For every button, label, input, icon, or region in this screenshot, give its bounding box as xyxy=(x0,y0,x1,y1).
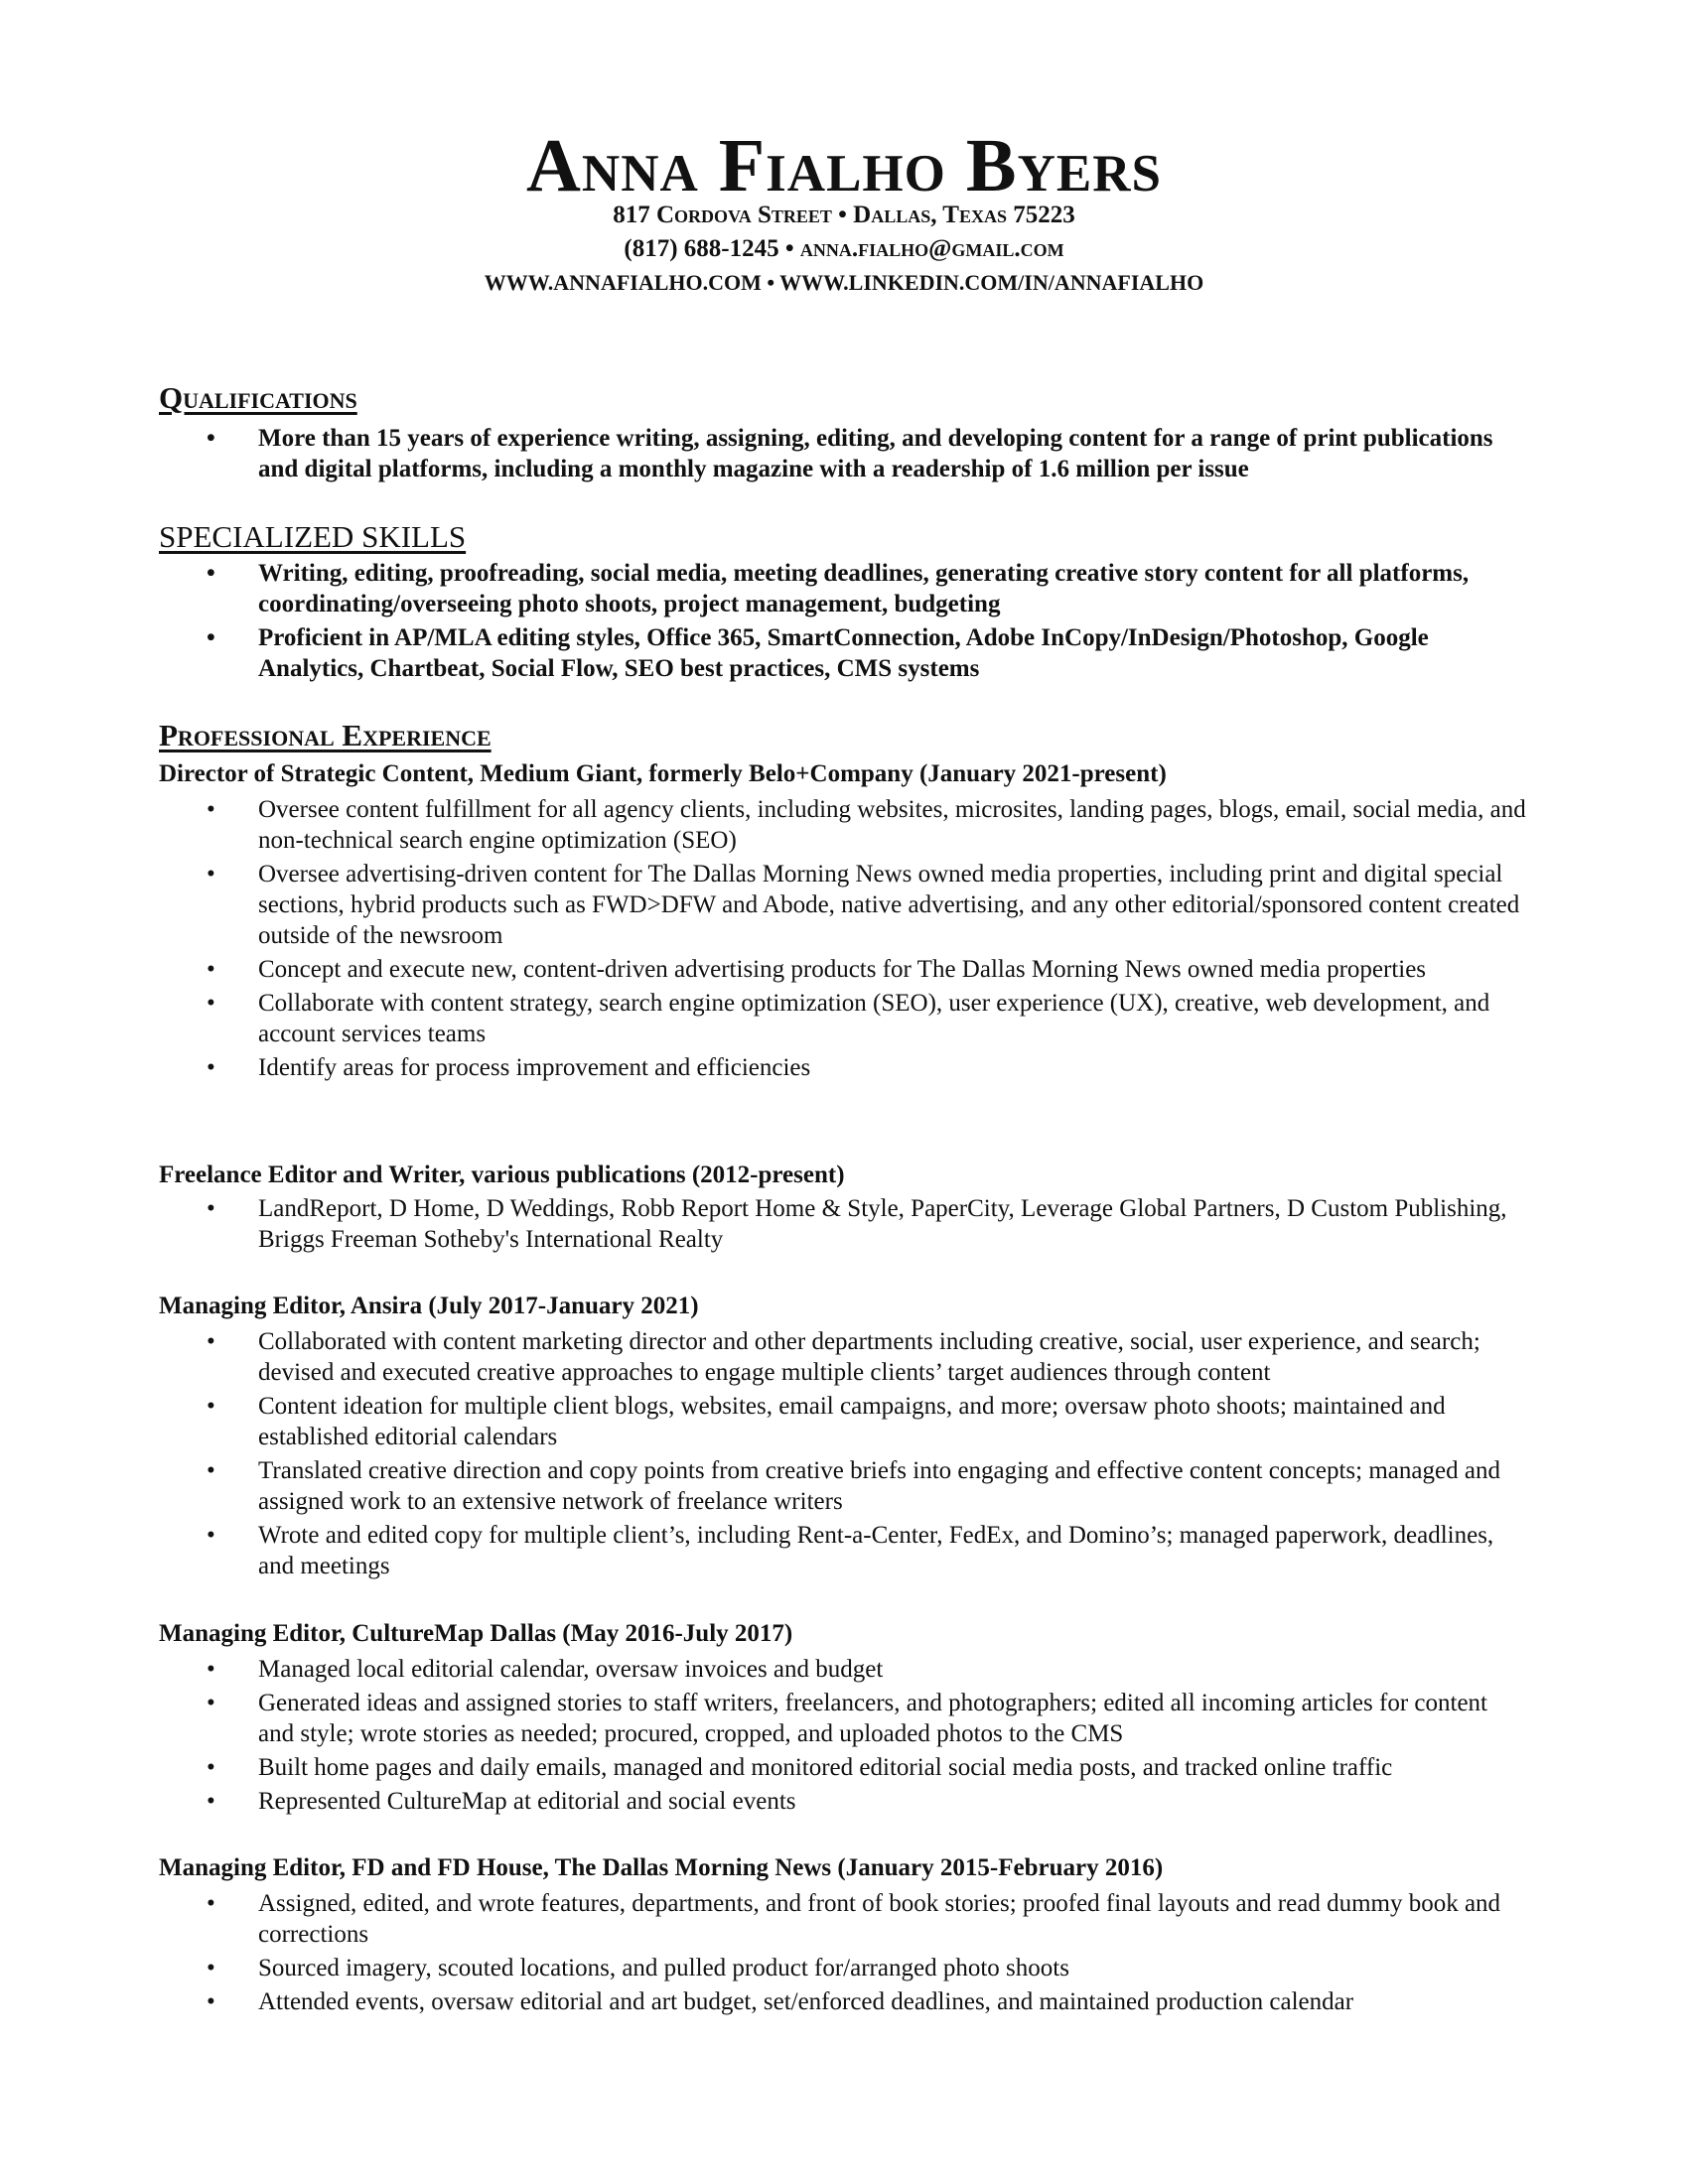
skills-list xyxy=(159,558,1529,684)
list-item: • Collaborated with content marketing director and other departments including creative, social, user experience, and search; devised and executed creative approaches to engage multiple clients’ target audiences through content xyxy=(159,1326,1529,1388)
job-duties-list xyxy=(159,1193,1529,1255)
list-item: • Oversee advertising-driven content for The Dallas Morning News owned media properties, including print and digital special sections, hybrid products such as FWD>DFW and Abode, native advertising, and any other editorial/sponsored content created outside of the newsroom xyxy=(159,859,1529,951)
list-item: • Oversee content fulfillment for all agency clients, including websites, microsites, landing pages, blogs, email, social media, and non-technical search engine optimization (SEO) xyxy=(159,794,1529,856)
job-title: Managing Editor, FD and FD House, The Dallas Morning News (January 2015-February 2016) xyxy=(159,1854,1164,1881)
job-title: Managing Editor, Ansira (July 2017-January 2021) xyxy=(159,1293,699,1319)
list-item: • Identify areas for process improvement and efficiencies xyxy=(159,1052,1529,1083)
list-item: • Generated ideas and assigned stories to staff writers, freelancers, and photographers; edited all incoming articles for content and style; wrote stories as needed; procured, cropped, and uploaded photos to the CMS xyxy=(159,1688,1529,1749)
list-item: • Represented CultureMap at editorial and social events xyxy=(159,1786,1529,1817)
websites: WWW.ANNAFIALHO.COM • WWW.LINKEDIN.COM/IN/ANNAFIALHO xyxy=(484,270,1204,295)
qualifications-list xyxy=(159,423,1529,484)
list-item: • Attended events, oversaw editorial and art budget, set/enforced deadlines, and maintained production calendar xyxy=(159,1986,1529,2017)
job-duties-list xyxy=(159,1654,1529,1817)
list-item: • Wrote and edited copy for multiple client’s, including Rent-a-Center, FedEx, and Domino’s; managed paperwork, deadlines, and meetings xyxy=(159,1520,1529,1581)
phone-email: (817) 688-1245 • anna.fialho@gmail.com xyxy=(624,235,1064,262)
list-item: • Built home pages and daily emails, managed and monitored editorial social media posts, and tracked online traffic xyxy=(159,1752,1529,1783)
list-item: • Writing, editing, proofreading, social media, meeting deadlines, generating creative story content for all platforms, coordinating/overseeing photo shoots, project management, budgeting xyxy=(159,558,1529,619)
job-title: Director of Strategic Content, Medium Giant, formerly Belo+Company (January 2021-present) xyxy=(159,760,1167,787)
list-item: • Concept and execute new, content-driven advertising products for The Dallas Morning News owned media properties xyxy=(159,954,1529,985)
list-item: • Translated creative direction and copy points from creative briefs into engaging and effective content concepts; managed and assigned work to an extensive network of freelance writers xyxy=(159,1455,1529,1517)
list-item: • Sourced imagery, scouted locations, and pulled product for/arranged photo shoots xyxy=(159,1953,1529,1983)
skills-heading: SPECIALIZED SKILLS xyxy=(159,519,467,554)
list-item: • Proficient in AP/MLA editing styles, Office 365, SmartConnection, Adobe InCopy/InDesign/Photoshop, Google Analytics, Chartbeat, Social Flow, SEO best practices, CMS systems xyxy=(159,622,1529,684)
qualifications-heading: Qualifications xyxy=(159,380,357,415)
candidate-name: Anna Fialho Byers xyxy=(526,124,1162,207)
address: 817 Cordova Street • Dallas, Texas 75223 xyxy=(613,202,1075,228)
experience-heading: Professional Experience xyxy=(159,718,492,752)
list-item: • Managed local editorial calendar, oversaw invoices and budget xyxy=(159,1654,1529,1685)
job-duties-list xyxy=(159,1888,1529,2017)
job-duties-list xyxy=(159,794,1529,1083)
job-title: Freelance Editor and Writer, various publications (2012-present) xyxy=(159,1161,845,1188)
job-duties-list xyxy=(159,1326,1529,1581)
list-item: • LandReport, D Home, D Weddings, Robb Report Home & Style, PaperCity, Leverage Global Partners, D Custom Publishing, Briggs Freeman Sotheby's International Realty xyxy=(159,1193,1529,1255)
list-item: • Collaborate with content strategy, search engine optimization (SEO), user experience (UX), creative, web development, and account services teams xyxy=(159,988,1529,1049)
list-item: • Content ideation for multiple client blogs, websites, email campaigns, and more; oversaw photo shoots; maintained and established editorial calendars xyxy=(159,1391,1529,1452)
job-title: Managing Editor, CultureMap Dallas (May 2016-July 2017) xyxy=(159,1620,793,1647)
list-item: • Assigned, edited, and wrote features, departments, and front of book stories; proofed final layouts and read dummy book and corrections xyxy=(159,1888,1529,1950)
list-item: • More than 15 years of experience writing, assigning, editing, and developing content for a range of print publications and digital platforms, including a monthly magazine with a readership of 1.6 million per issue xyxy=(159,423,1529,484)
